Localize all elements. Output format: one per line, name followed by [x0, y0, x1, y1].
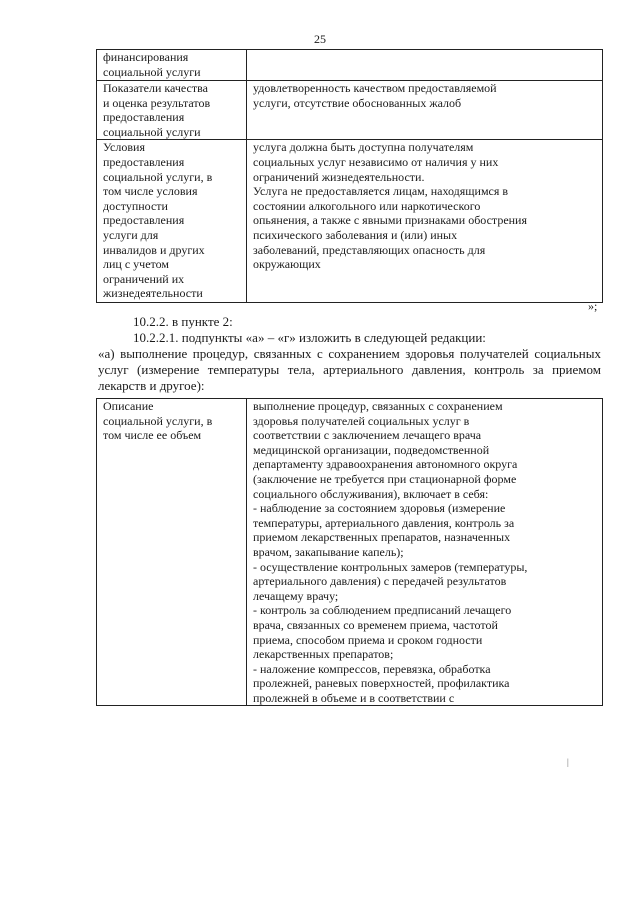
row-label: Условия предоставления социальной услуги, в том числе условия доступности предоставления услуги для инвалидов и других лиц с учетом ограничений их жизнедеятельности — [97, 140, 247, 303]
row-content: удовлетворенность качеством предоставляемой услуги, отсутствие обоснованных жалоб — [247, 81, 603, 140]
scan-speck: | — [567, 757, 569, 767]
paragraph-subitem-a: «а) выполнение процедур, связанных с сохранением здоровья получателей социальных услуг (измерение температуры тела, артериального давления, контроль за приемом лекарств и другое): — [98, 346, 601, 393]
paragraph-10-2-2-1: 10.2.2.1. подпункты «а» – «г» изложить в следующей редакции: — [133, 330, 486, 345]
row-content: услуга должна быть доступна получателям социальных услуг независимо от наличия у них ограничений жизнедеятельности. Услуга не предоставляется лицам, находящимся в состоянии алкогольного или наркотического опьянения, а также с явными признаками обострения психического заболевания и (или) иных заболеваний, представляющих опасность для окружающих — [247, 140, 603, 303]
paragraph-10-2-2: 10.2.2. в пункте 2: — [133, 314, 233, 329]
row-content — [247, 50, 603, 81]
table-row — [97, 81, 603, 140]
row-label: Описание социальной услуги, в том числе ее объем — [97, 399, 247, 706]
row-label: финансирования социальной услуги — [97, 50, 247, 81]
service-standard-table-bottom — [96, 398, 603, 706]
table-row — [97, 140, 603, 303]
service-standard-table-top — [96, 49, 603, 303]
row-content: выполнение процедур, связанных с сохранением здоровья получателей социальных услуг в соответствии с заключением лечащего врача медицинской организации, подведомственной департаменту здравоохранения автономного округа (заключение не требуется при стационарной форме социального обслуживания), включает в себя: - наблюдение за состоянием здоровья (измерение температуры, артериального давления, контроль за приемом лекарственных препаратов, назначенных врачом, закапывание капель); - осуществление контрольных замеров (температуры, артериального давления) с передачей результатов лечащему врачу; - контроль за соблюдением предписаний лечащего врача, связанных со временем приема, частотой приема, способом приема и сроком годности лекарственных препаратов; - наложение компрессов, перевязка, обработка пролежней, раневых поверхностей, профилактика пролежней в объеме и в соответствии с — [247, 399, 603, 706]
row-label: Показатели качества и оценка результатов предоставления социальной услуги — [97, 81, 247, 140]
quote-end-mark: »; — [588, 299, 598, 313]
table-row — [97, 399, 603, 706]
table-row — [97, 50, 603, 81]
page-number: 25 — [314, 32, 326, 46]
